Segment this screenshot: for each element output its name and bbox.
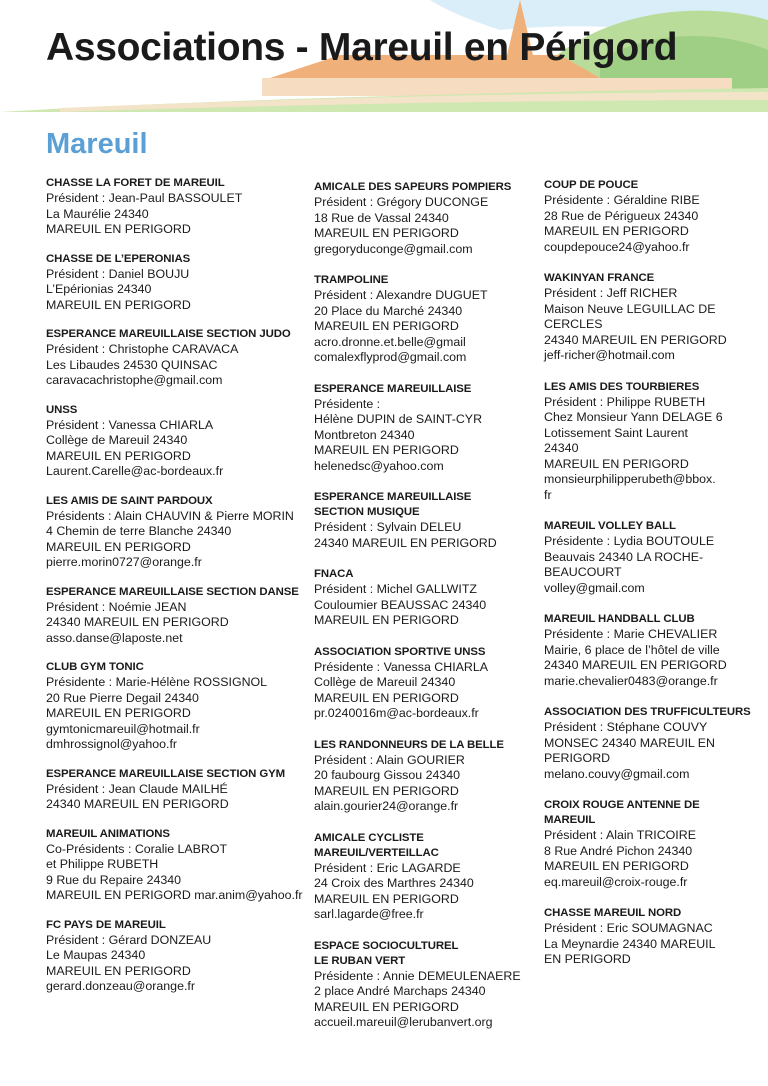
association-detail-line: BEAUCOURT — [544, 565, 622, 579]
association-detail-line: 4 Chemin de terre Blanche 24340 — [46, 524, 232, 538]
association-name: ESPERANCE MAREUILLAISE — [314, 491, 472, 503]
association-detail-line: 24340 MAREUIL EN PERIGORD — [46, 797, 229, 811]
association-detail-line: Co-Présidents : Coralie LABROT — [46, 841, 228, 856]
association-detail-line: sarl.lagarde@free.fr — [314, 907, 424, 921]
column-1 — [46, 176, 308, 1009]
association-detail-line: MAREUIL EN PERIGORD — [544, 224, 689, 238]
association-name: FNACA — [314, 568, 354, 580]
association-entry — [46, 494, 308, 571]
association-entry — [314, 738, 540, 815]
association-detail-line: CERCLES — [544, 317, 603, 331]
association-detail-line: Président : Eric SOUMAGNAC — [544, 921, 713, 935]
association-detail-line: Mairie, 6 place de l’hôtel de ville — [544, 642, 720, 657]
association-entry — [314, 567, 540, 629]
association-detail-line: monsieurphilipperubeth@bbox. — [544, 472, 716, 486]
association-detail-line: Président : Philippe RUBETH — [544, 394, 706, 409]
association-detail-line: 24340 MAREUIL EN PERIGORD — [544, 658, 727, 672]
association-name: UNSS — [46, 403, 78, 416]
association-detail-line: Collège de Mareuil 24340 — [314, 675, 456, 689]
association-entry — [544, 612, 760, 689]
association-detail-line: MAREUIL EN PERIGORD — [314, 891, 459, 906]
association-name: MAREUIL ANIMATIONS — [46, 827, 170, 840]
association-detail-line: et Philippe RUBETH — [46, 857, 159, 871]
association-detail-line: Chez Monsieur Yann DELAGE 6 — [544, 410, 723, 424]
association-detail-line: MAREUIL EN PERIGORD — [46, 539, 191, 554]
association-detail-line: helenedsc@yahoo.com — [314, 458, 444, 473]
association-detail-line: Président : Noémie JEAN — [46, 599, 187, 614]
association-name: CLUB GYM TONIC — [46, 661, 144, 673]
association-detail-line: 2 place André Marchaps 24340 — [314, 984, 486, 998]
association-detail-line: 24340 — [544, 441, 579, 455]
association-detail-line: 24340 MAREUIL EN PERIGORD — [544, 332, 727, 347]
association-name: ESPERANCE MAREUILLAISE SECTION JUDO — [46, 328, 291, 340]
association-name: COUP DE POUCE — [544, 179, 639, 191]
association-entry — [314, 382, 540, 475]
association-detail-line: MONSEC 24340 MAREUIL EN — [544, 735, 716, 750]
association-detail-line: Président : Christophe CARAVACA — [46, 342, 239, 356]
association-detail-line: Président : Michel GALLWITZ — [314, 582, 477, 596]
association-name: CHASSE MAREUIL NORD — [544, 907, 682, 919]
association-detail-line: melano.couvy@gmail.com — [544, 766, 690, 781]
association-detail-line: pierre.morin0727@orange.fr — [46, 555, 202, 569]
association-entry — [314, 490, 540, 551]
association-detail-line: Président : Stéphane COUVY — [544, 720, 708, 734]
column-3 — [544, 178, 760, 984]
association-name: ASSOCIATION DES TRUFFICULTEURS — [544, 706, 751, 718]
association-detail-line: marie.chevalier0483@orange.fr — [544, 673, 718, 688]
association-detail-line: Présidente : — [314, 396, 381, 411]
association-entry — [46, 767, 308, 813]
association-detail-line: Président : Vanessa CHIARLA — [46, 417, 214, 432]
association-detail-line: Présidente : Annie DEMEULENAERE — [314, 968, 521, 983]
association-detail-line: Lotissement Saint Laurent — [544, 425, 688, 440]
association-detail-line: acro.dronne.et.belle@gmail — [314, 334, 466, 349]
association-detail-line: Présidents : Alain CHAUVIN & Pierre MORIN — [46, 508, 294, 523]
association-entry — [46, 176, 308, 238]
association-name: TRAMPOLINE — [314, 274, 389, 286]
association-name: LES AMIS DES TOURBIERES — [544, 380, 700, 393]
association-detail-line: Présidente : Géraldine RIBE — [544, 193, 700, 207]
association-name: CROIX ROUGE ANTENNE DE — [544, 799, 700, 811]
association-detail-line: La Maurélie 24340 — [46, 206, 149, 221]
association-detail-line: MAREUIL EN PERIGORD — [544, 859, 689, 873]
association-detail-line: 28 Rue de Périgueux 24340 — [544, 208, 699, 223]
association-entry — [314, 645, 540, 722]
association-detail-line: Président : Alain GOURIER — [314, 752, 465, 767]
association-detail-line: Laurent.Carelle@ac-bordeaux.fr — [46, 464, 224, 478]
association-detail-line: 24340 MAREUIL EN PERIGORD — [46, 615, 229, 629]
association-name: AMICALE CYCLISTE MAREUIL/VERTEILLAC — [314, 831, 439, 859]
association-name: ESPERANCE MAREUILLAISE — [314, 382, 472, 395]
association-name: LES RANDONNEURS DE LA BELLE — [314, 738, 504, 751]
association-detail-line: MAREUIL EN PERIGORD — [46, 222, 191, 236]
association-detail-line: Président : Sylvain DELEU — [314, 520, 462, 534]
association-detail-line: asso.danse@laposte.net — [46, 630, 183, 645]
association-detail-line: MAREUIL EN PERIGORD mar.anim@yahoo.fr — [46, 888, 303, 902]
association-name: ESPERANCE MAREUILLAISE SECTION GYM — [46, 767, 285, 780]
association-detail-line: accueil.mareuil@lerubanvert.org — [314, 1015, 493, 1029]
association-entry — [544, 271, 760, 364]
association-entry — [46, 252, 308, 314]
association-detail-line: pr.0240016m@ac-bordeaux.fr — [314, 706, 479, 720]
association-detail-line: La Meynardie 24340 MAREUIL — [544, 936, 716, 951]
association-detail-line: gerard.donzeau@orange.fr — [46, 979, 195, 993]
association-detail-line: MAREUIL EN PERIGORD — [314, 443, 459, 457]
association-detail-line: Président : Jean-Paul BASSOULET — [46, 191, 243, 205]
association-detail-line: Beauvais 24340 LA ROCHE- — [544, 549, 704, 564]
association-detail-line: MAREUIL EN PERIGORD — [46, 963, 191, 978]
association-detail-line: 20 Place du Marché 24340 — [314, 303, 463, 318]
association-name: MAREUIL VOLLEY BALL — [544, 520, 676, 532]
association-detail-line: Président : Jeff RICHER — [544, 286, 678, 300]
association-detail-line: 24 Croix des Marthres 24340 — [314, 876, 474, 890]
association-entry — [314, 939, 540, 1031]
association-entry — [46, 918, 308, 995]
association-detail-line: MAREUIL EN PERIGORD — [314, 690, 459, 705]
association-entry — [544, 380, 760, 504]
association-detail-line: MAREUIL EN PERIGORD — [46, 448, 191, 463]
association-name: CHASSE DE L’EPERONIAS — [46, 252, 191, 265]
association-detail-line: dmhrossignol@yahoo.fr — [46, 737, 178, 751]
association-detail-line: Président : Eric LAGARDE — [314, 860, 461, 875]
association-detail-line: L’Epérionias 24340 — [46, 282, 152, 296]
association-name: LES AMIS DE SAINT PARDOUX — [46, 494, 213, 507]
association-entry — [46, 327, 308, 389]
association-detail-line: Présidente : Lydia BOUTOULE — [544, 534, 715, 548]
association-detail-line: MAREUIL EN PERIGORD — [314, 319, 459, 333]
association-entry — [46, 660, 308, 753]
association-detail-line: MAREUIL EN PERIGORD — [544, 456, 689, 471]
association-detail-line: Couloumier BEAUSSAC 24340 — [314, 597, 487, 612]
association-name: MAREUIL HANDBALL CLUB — [544, 613, 695, 625]
association-name: WAKINYAN FRANCE — [544, 272, 655, 284]
association-detail-line: Montbreton 24340 — [314, 427, 415, 442]
association-entry — [544, 798, 760, 890]
association-detail-line: MAREUIL EN PERIGORD — [314, 613, 459, 627]
association-name-continued: SECTION MUSIQUE — [314, 506, 420, 518]
association-name-continued: LE RUBAN VERT — [314, 954, 406, 967]
association-detail-line: alain.gourier24@orange.fr — [314, 799, 459, 813]
association-name: AMICALE DES SAPEURS POMPIERS — [314, 181, 512, 193]
association-name: ESPERANCE MAREUILLAISE SECTION DANSE — [46, 585, 299, 598]
association-detail-line: caravacachristophe@gmail.com — [46, 373, 223, 387]
association-detail-line: 9 Rue du Repaire 24340 — [46, 872, 182, 887]
association-detail-line: MAREUIL EN PERIGORD — [46, 297, 191, 312]
association-entry — [544, 519, 760, 596]
association-detail-line: MAREUIL EN PERIGORD — [314, 783, 459, 798]
association-detail-line: Président : Daniel BOUJU — [46, 266, 190, 281]
association-detail-line: EN PERIGORD — [544, 952, 631, 966]
page-title: Associations - Mareuil en Périgord — [46, 26, 678, 69]
association-detail-line: Maison Neuve LEGUILLAC DE — [544, 301, 716, 316]
association-detail-line: Les Libaudes 24530 QUINSAC — [46, 357, 218, 372]
association-entry — [314, 180, 540, 257]
association-detail-line: Le Maupas 24340 — [46, 948, 146, 962]
association-detail-line: gregoryduconge@gmail.com — [314, 241, 473, 256]
association-detail-line: MAREUIL EN PERIGORD — [314, 226, 459, 240]
association-entry — [544, 705, 760, 782]
association-detail-line: 20 Rue Pierre Degail 24340 — [46, 690, 199, 705]
association-entry — [46, 827, 308, 904]
association-detail-line: volley@gmail.com — [544, 580, 645, 595]
association-detail-line: gymtonicmareuil@hotmail.fr — [46, 721, 200, 736]
association-detail-line: 18 Rue de Vassal 24340 — [314, 210, 449, 225]
association-entry — [46, 585, 308, 647]
association-detail-line: PERIGORD — [544, 751, 611, 765]
association-name-continued: MAREUIL — [544, 814, 596, 826]
association-detail-line: Hélène DUPIN de SAINT-CYR — [314, 412, 483, 426]
association-detail-line: fr — [544, 487, 552, 502]
association-detail-line: MAREUIL EN PERIGORD — [46, 706, 191, 720]
association-entry — [314, 831, 540, 923]
association-detail-line: coupdepouce24@yahoo.fr — [544, 239, 690, 254]
association-detail-line: Collège de Mareuil 24340 — [46, 433, 188, 447]
association-detail-line: eq.mareuil@croix-rouge.fr — [544, 874, 688, 889]
association-detail-line: Président : Grégory DUCONGE — [314, 195, 489, 209]
column-2 — [314, 180, 540, 1047]
section-title: Mareuil — [46, 128, 148, 160]
association-name: ESPACE SOCIOCULTUREL — [314, 939, 459, 952]
association-detail-line: Président : Gérard DONZEAU — [46, 932, 212, 947]
association-detail-line: Président : Alexandre DUGUET — [314, 288, 488, 302]
association-detail-line: 8 Rue André Pichon 24340 — [544, 843, 693, 858]
association-name: FC PAYS DE MAREUIL — [46, 918, 166, 931]
association-entry — [544, 906, 760, 968]
association-entry — [544, 178, 760, 255]
association-detail-line: Présidente : Marie-Hélène ROSSIGNOL — [46, 675, 268, 689]
association-detail-line: Présidente : Vanessa CHIARLA — [314, 659, 489, 674]
association-entry — [314, 273, 540, 366]
association-detail-line: Présidente : Marie CHEVALIER — [544, 627, 718, 641]
association-detail-line: Président : Jean Claude MAILHÉ — [46, 781, 228, 796]
association-detail-line: 24340 MAREUIL EN PERIGORD — [314, 535, 497, 550]
association-detail-line: 20 faubourg Gissou 24340 — [314, 768, 461, 782]
association-detail-line: Président : Alain TRICOIRE — [544, 828, 696, 842]
association-name: CHASSE LA FORET DE MAREUIL — [46, 177, 225, 189]
association-detail-line: MAREUIL EN PERIGORD — [314, 999, 459, 1014]
association-detail-line: jeff-richer@hotmail.com — [544, 348, 675, 362]
association-name: ASSOCIATION SPORTIVE UNSS — [314, 645, 486, 658]
association-entry — [46, 403, 308, 480]
association-detail-line: comalexflyprod@gmail.com — [314, 350, 467, 364]
